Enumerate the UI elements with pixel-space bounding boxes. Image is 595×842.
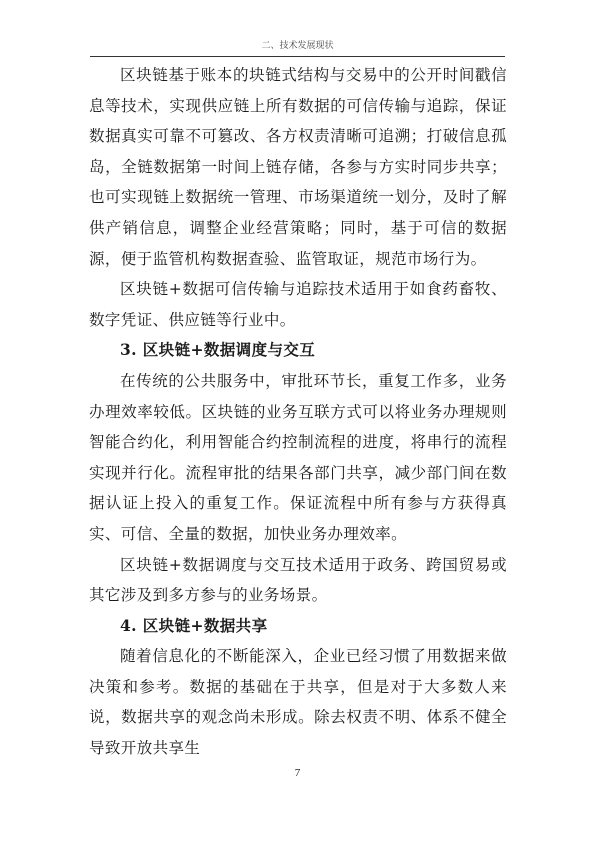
section-heading: 3. 区块链+数据调度与交互 [120,340,316,360]
section-heading: 4. 区块链+数据共享 [120,615,268,635]
body-text [89,60,507,764]
paragraph: 区块链+数据可信传输与追踪技术适用于如食药畜牧、数字凭证、供应链等行业中。 [89,280,507,329]
paragraph: 在传统的公共服务中，审批环节长，重复工作多，业务办理效率较低。区块链的业务互联方式可以将业务办理规则智能合约化，利用智能合约控制流程的进度，将串行的流程实现并行化。流程审批的结果各部门共享，减少部门间在数据认证上投入的重复工作。保证流程中所有参与方获得真实、可信、全量的数据，加快业务办理效率。 [89,371,507,543]
header-divider [90,56,505,57]
page-number: 7 [294,767,301,779]
running-header: 二、技术发展现状 [261,41,334,51]
paragraph: 随着信息化的不断能深入，企业已经习惯了用数据来做决策和参考。数据的基础在于共享，但是对于大多数人来说，数据共享的观念尚未形成。除去权责不明、体系不健全导致开放共享生 [89,647,507,758]
paragraph: 区块链基于账本的块链式结构与交易中的公开时间戳信息等技术，实现供应链上所有数据的可信传输与追踪，保证数据真实可靠不可篡改、各方权责清晰可追溯；打破信息孤岛，全链数据第一时间上链存储，各参与方实时同步共享；也可实现链上数据统一管理、市场渠道统一划分，及时了解供产销信息，调整企业经营策略；同时，基于可信的数据源，便于监管机构数据查验、监管取证，规范市场行为。 [89,66,507,268]
paragraph: 区块链+数据调度与交互技术适用于政务、跨国贸易或其它涉及到多方参与的业务场景。 [89,555,507,605]
